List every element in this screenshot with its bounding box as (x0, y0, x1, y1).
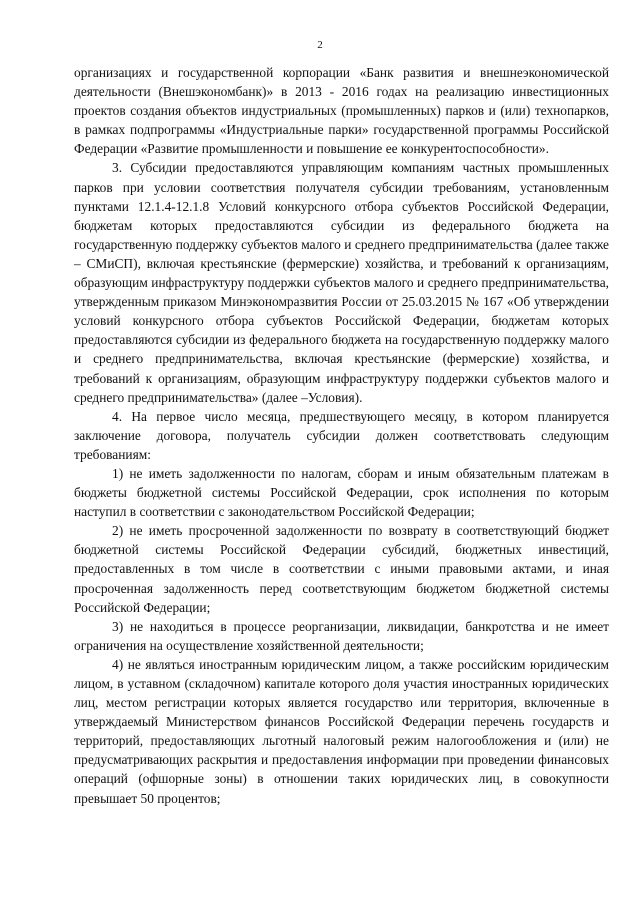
paragraph-3: 3. Субсидии предоставляются управляющим компаниям частных промышленных парков при условии соответствия получателя субсидии требованиям, установленным пунктами 12.1.4-12.1.8 Условий конкурсного отбора субъектов Российской Федерации, бюджетам которых предоставляются субсидии из федерального бюджета на государственную поддержку субъектов малого и среднего предпринимательства (далее также – СМиСП), включая крестьянские (фермерские) хозяйства, и требований к организациям, образующим инфраструктуру поддержки субъектов малого и среднего предпринимательства, утвержденным приказом Минэкономразвития России от 25.03.2015 № 167 «Об утверждении условий конкурсного отбора субъектов Российской Федерации, бюджетам которых предоставляются субсидии из федерального бюджета на государственную поддержку малого и среднего предпринимательства, включая крестьянские (фермерские) хозяйства, и требований к организациям, образующим инфраструктуру поддержки субъектов малого и среднего предпринимательства» (далее –Условия). (74, 160, 609, 405)
requirement-2: 2) не иметь просроченной задолженности по возврату в соответствующий бюджет бюджетной системы Российской Федерации субсидий, бюджетных инвестиций, предоставленных в том числе в соответствии с иными правовыми актами, и иная просроченная задолженность перед соответствующим бюджетом бюджетной системы Российской Федерации; (74, 523, 609, 615)
page-number: 2 (317, 39, 323, 51)
requirement-4: 4) не являться иностранным юридическим лицом, а также российским юридическим лицом, в уставном (складочном) капитале которого доля участия иностранных юридических лиц, местом регистрации которых является государство или территория, включенные в утверждаемый Министерством финансов Российской Федерации перечень государств и территорий, предоставляющих льготный налоговый режим налогообложения и (или) не предусматривающих раскрытия и предоставления информации при проведении финансовых операций (офшорные зоны) в отношении таких юридических лиц, в совокупности превышает 50 процентов; (74, 656, 609, 806)
paragraph-4: 4. На первое число месяца, предшествующего месяцу, в котором планируется заключение договора, получатель субсидии должен соответствовать следующим требованиям: (74, 408, 609, 462)
document-body (74, 63, 609, 808)
requirement-1: 1) не иметь задолженности по налогам, сборам и иным обязательным платежам в бюджеты бюджетной системы Российской Федерации, срок исполнения по которым наступил в соответствии с законодательством Российской Федерации; (74, 465, 609, 520)
paragraph-continuation: организациях и государственной корпорации «Банк развития и внешнеэкономической деятельности (Внешэкономбанк)» в 2013 - 2016 годах на реализацию инвестиционных проектов создания объектов индустриальных (промышленных) парков и (или) технопарков, в рамках подпрограммы «Индустриальные парки» государственной программы Российской Федерации «Развитие промышленности и повышение ее конкурентоспособности». (74, 65, 609, 157)
requirement-3: 3) не находиться в процессе реорганизации, ликвидации, банкротства и не имеет ограничения на осуществление хозяйственной деятельности; (74, 618, 609, 653)
